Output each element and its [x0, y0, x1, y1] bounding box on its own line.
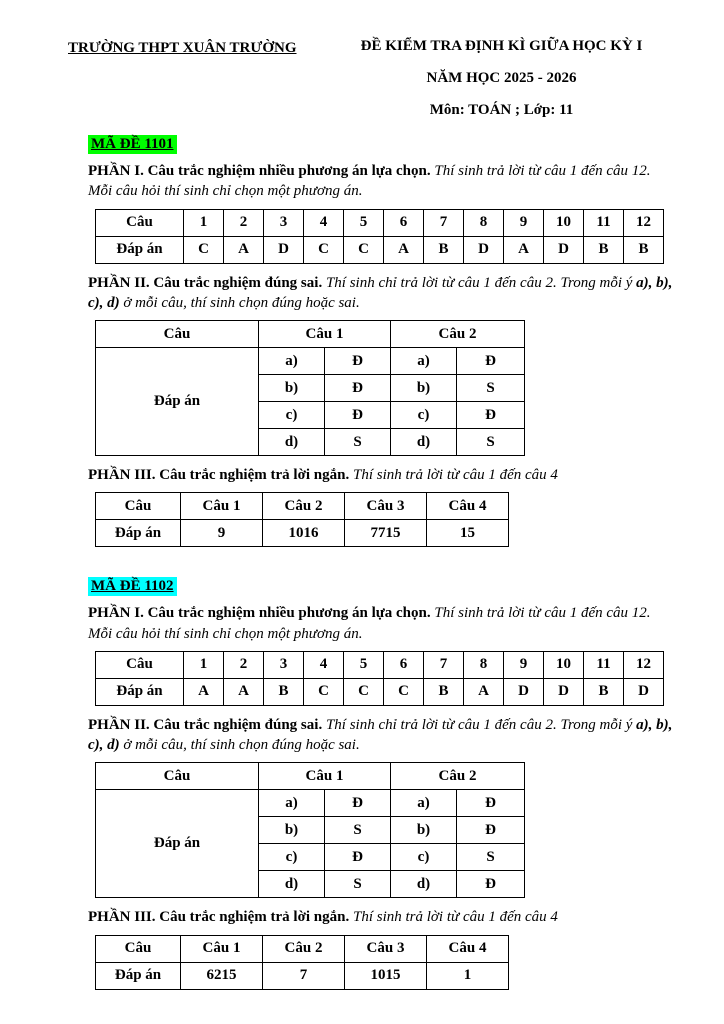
item-label: a)	[391, 790, 457, 817]
header-right-block	[329, 38, 674, 123]
part2-note-2: ở mỗi câu, thí sinh chọn đúng hoặc sai.	[119, 737, 360, 753]
col-header-cau3: Câu 3	[345, 935, 427, 962]
row-header-dap-an: Đáp án	[96, 962, 181, 989]
answer-cell: Đ	[457, 348, 525, 375]
answer-cell: S	[325, 817, 391, 844]
col-header-cau2: Câu 2	[263, 493, 345, 520]
table-row	[96, 236, 664, 263]
part1-heading	[88, 161, 674, 202]
answer-cell: 7715	[345, 520, 427, 547]
answer-cell: S	[457, 844, 525, 871]
item-label: c)	[259, 844, 325, 871]
part3-heading-bold: PHẦN III. Câu trắc nghiệm trả lời ngắn.	[88, 909, 350, 926]
exam-section-1101	[88, 135, 674, 547]
answer-cell: C	[184, 236, 224, 263]
answer-cell: Đ	[457, 790, 525, 817]
answer-cell: D	[544, 236, 584, 263]
question-number: 11	[584, 651, 624, 678]
part1-note: Thí sinh trả lời từ câu 1 đến câu 12. Mỗi câu hỏi thí sinh chỉ chọn một phương án.	[88, 605, 651, 642]
question-number: 2	[224, 209, 264, 236]
row-header-dap-an: Đáp án	[96, 348, 259, 456]
col-header-cau: Câu	[96, 493, 181, 520]
answer-cell: S	[325, 429, 391, 456]
table-row	[96, 321, 525, 348]
item-label: d)	[391, 429, 457, 456]
part2-heading	[88, 715, 674, 756]
col-header-cau: Câu	[96, 935, 181, 962]
table-row	[96, 678, 664, 705]
col-header-cau2: Câu 2	[391, 321, 525, 348]
answer-cell: A	[384, 236, 424, 263]
question-number: 9	[504, 209, 544, 236]
question-number: 8	[464, 209, 504, 236]
answer-cell: S	[457, 375, 525, 402]
part2-note-1: Thí sinh chỉ trả lời từ câu 1 đến câu 2. Trong mỗi ý	[325, 274, 637, 291]
answer-cell: B	[424, 678, 464, 705]
col-header-cau: Câu	[96, 651, 184, 678]
part2-note-2: ở mỗi câu, thí sinh chọn đúng hoặc sai.	[119, 294, 360, 311]
answer-cell: Đ	[325, 844, 391, 871]
col-header-cau3: Câu 3	[345, 493, 427, 520]
answer-cell: A	[464, 678, 504, 705]
answer-cell: Đ	[325, 402, 391, 429]
part2-heading	[88, 273, 674, 314]
answer-cell: Đ	[325, 790, 391, 817]
answer-cell: D	[504, 678, 544, 705]
part3-heading	[88, 907, 674, 927]
row-header-dap-an: Đáp án	[96, 236, 184, 263]
answer-cell: 6215	[181, 962, 263, 989]
table-row	[96, 520, 509, 547]
part1-heading-bold: PHẦN I. Câu trắc nghiệm nhiều phương án lựa chọn.	[88, 605, 431, 622]
col-header-cau4: Câu 4	[427, 935, 509, 962]
answer-cell: C	[304, 678, 344, 705]
answer-cell: 7	[263, 962, 345, 989]
exam-code-badge: MÃ ĐỀ 1102	[88, 577, 177, 596]
question-number: 7	[424, 209, 464, 236]
question-number: 5	[344, 209, 384, 236]
answer-cell: D	[624, 678, 664, 705]
col-header-cau2: Câu 2	[391, 763, 525, 790]
item-label: a)	[259, 348, 325, 375]
item-label: b)	[391, 375, 457, 402]
part2-note-bold: a), b), c), d)	[88, 274, 673, 311]
answer-cell: S	[325, 871, 391, 898]
answer-cell: 15	[427, 520, 509, 547]
question-number: 10	[544, 651, 584, 678]
item-label: d)	[259, 429, 325, 456]
row-header-dap-an: Đáp án	[96, 678, 184, 705]
answer-cell: A	[504, 236, 544, 263]
answer-cell: B	[264, 678, 304, 705]
exam-code-badge: MÃ ĐỀ 1101	[88, 135, 177, 154]
part2-answer-table	[95, 320, 525, 456]
part1-note: Thí sinh trả lời từ câu 1 đến câu 12. Mỗi câu hỏi thí sinh chỉ chọn một phương án.	[88, 163, 651, 200]
col-header-cau4: Câu 4	[427, 493, 509, 520]
table-row	[96, 493, 509, 520]
col-header-cau: Câu	[96, 209, 184, 236]
question-number: 8	[464, 651, 504, 678]
answer-cell: B	[424, 236, 464, 263]
col-header-cau2: Câu 2	[263, 935, 345, 962]
part3-answer-table	[95, 935, 509, 990]
part1-heading	[88, 603, 674, 644]
col-header-cau1: Câu 1	[181, 935, 263, 962]
col-header-cau1: Câu 1	[259, 763, 391, 790]
part3-note: Thí sinh trả lời từ câu 1 đến câu 4	[352, 909, 558, 926]
part1-answer-table	[95, 651, 664, 706]
col-header-cau1: Câu 1	[259, 321, 391, 348]
part2-heading-bold: PHẦN II. Câu trắc nghiệm đúng sai.	[88, 274, 323, 291]
answer-cell: B	[624, 236, 664, 263]
part3-heading	[88, 465, 674, 485]
school-year: NĂM HỌC 2025 - 2026	[426, 70, 577, 86]
table-row	[96, 790, 525, 817]
question-number: 5	[344, 651, 384, 678]
table-row	[96, 209, 664, 236]
question-number: 7	[424, 651, 464, 678]
item-label: b)	[259, 817, 325, 844]
question-number: 6	[384, 209, 424, 236]
question-number: 2	[224, 651, 264, 678]
table-row	[96, 935, 509, 962]
question-number: 4	[304, 651, 344, 678]
question-number: 11	[584, 209, 624, 236]
item-label: c)	[259, 402, 325, 429]
question-number: 3	[264, 651, 304, 678]
part2-answer-table	[95, 762, 525, 898]
answer-cell: 1	[427, 962, 509, 989]
col-header-cau1: Câu 1	[181, 493, 263, 520]
answer-cell: D	[544, 678, 584, 705]
question-number: 10	[544, 209, 584, 236]
answer-cell: B	[584, 678, 624, 705]
row-header-dap-an: Đáp án	[96, 520, 181, 547]
item-label: a)	[259, 790, 325, 817]
exam-title: ĐỀ KIỂM TRA ĐỊNH KÌ GIỮA HỌC KỲ I	[360, 38, 643, 54]
part1-answer-table	[95, 209, 664, 264]
table-row	[96, 348, 525, 375]
exam-section-1102	[88, 577, 674, 989]
answer-cell: Đ	[325, 375, 391, 402]
answer-cell: S	[457, 429, 525, 456]
question-number: 12	[624, 651, 664, 678]
answer-cell: C	[344, 236, 384, 263]
part2-note-1: Thí sinh chỉ trả lời từ câu 1 đến câu 2. Trong mỗi ý	[325, 716, 637, 733]
question-number: 9	[504, 651, 544, 678]
answer-cell: A	[224, 236, 264, 263]
question-number: 4	[304, 209, 344, 236]
answer-cell: D	[264, 236, 304, 263]
answer-cell: 1015	[345, 962, 427, 989]
answer-cell: Đ	[457, 871, 525, 898]
answer-cell: D	[464, 236, 504, 263]
col-header-cau: Câu	[96, 763, 259, 790]
item-label: b)	[391, 817, 457, 844]
row-header-dap-an: Đáp án	[96, 790, 259, 898]
answer-cell: Đ	[457, 402, 525, 429]
answer-cell: C	[304, 236, 344, 263]
item-label: d)	[259, 871, 325, 898]
answer-cell: B	[584, 236, 624, 263]
question-number: 12	[624, 209, 664, 236]
answer-cell: A	[224, 678, 264, 705]
part2-note-bold: a), b), c), d)	[88, 716, 673, 753]
table-row	[96, 763, 525, 790]
col-header-cau: Câu	[96, 321, 259, 348]
answer-cell: 9	[181, 520, 263, 547]
part1-heading-bold: PHẦN I. Câu trắc nghiệm nhiều phương án lựa chọn.	[88, 163, 431, 179]
subject-line: Môn: TOÁN ; Lớp: 11	[429, 102, 574, 118]
table-row	[96, 962, 509, 989]
answer-cell: 1016	[263, 520, 345, 547]
question-number: 1	[184, 651, 224, 678]
table-row	[96, 651, 664, 678]
school-name: TRƯỜNG THPT XUÂN TRƯỜNG	[68, 40, 297, 56]
part3-note: Thí sinh trả lời từ câu 1 đến câu 4	[352, 467, 558, 483]
answer-cell: C	[384, 678, 424, 705]
part3-heading-bold: PHẦN III. Câu trắc nghiệm trả lời ngắn.	[88, 467, 350, 483]
answer-cell: A	[184, 678, 224, 705]
question-number: 6	[384, 651, 424, 678]
document-header	[68, 38, 674, 123]
answer-cell: Đ	[325, 348, 391, 375]
question-number: 1	[184, 209, 224, 236]
item-label: c)	[391, 402, 457, 429]
item-label: c)	[391, 844, 457, 871]
question-number: 3	[264, 209, 304, 236]
answer-cell: Đ	[457, 817, 525, 844]
item-label: a)	[391, 348, 457, 375]
item-label: d)	[391, 871, 457, 898]
part3-answer-table	[95, 492, 509, 547]
item-label: b)	[259, 375, 325, 402]
answer-cell: C	[344, 678, 384, 705]
part2-heading-bold: PHẦN II. Câu trắc nghiệm đúng sai.	[88, 716, 323, 733]
